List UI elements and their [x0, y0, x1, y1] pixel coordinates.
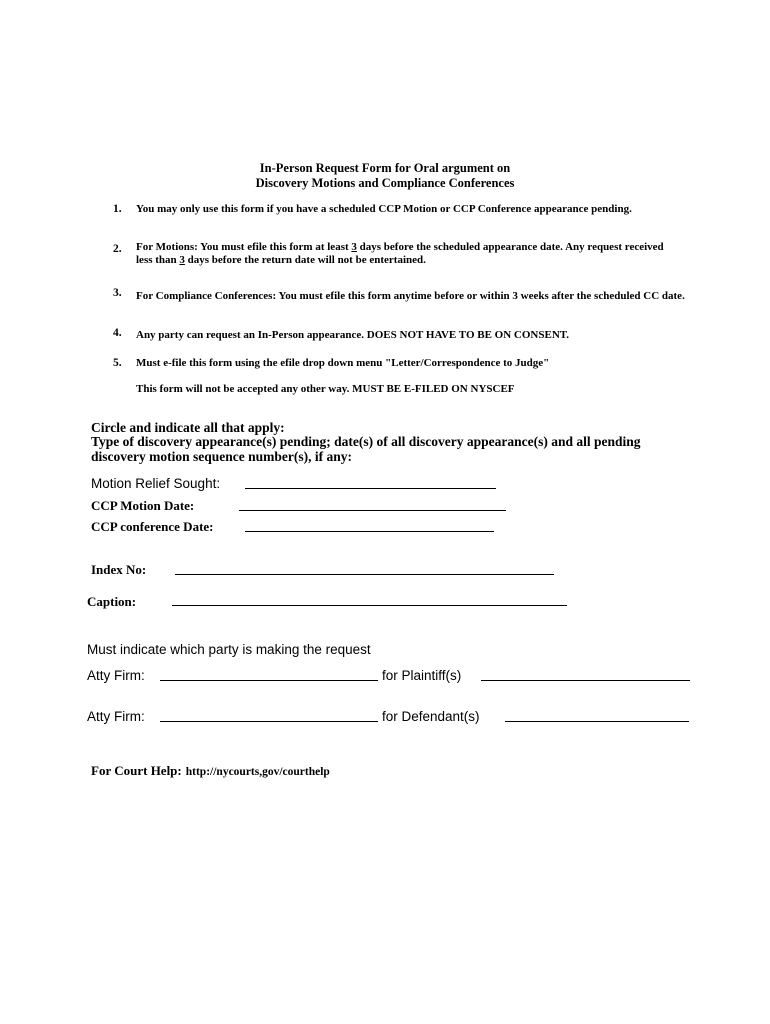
index-no-blank[interactable] [175, 574, 554, 575]
circle-heading: Circle and indicate all that apply: [91, 420, 285, 435]
days-value-1: 3 [351, 241, 357, 253]
circle-instructions: Type of discovery appearance(s) pending; date(s) of all discovery appearance(s) and all pending discovery motion sequence number(s), if any: [91, 434, 641, 464]
motion-relief-label: Motion Relief Sought: [91, 476, 221, 491]
item-3-text: For Compliance Conferences: You must efile this form anytime before or within 3 weeks after the scheduled CC date. [136, 290, 685, 302]
atty-firm-defendant-label: Atty Firm: [87, 709, 145, 724]
ccp-conference-date-label: CCP conference Date: [91, 519, 214, 534]
atty-firm-plaintiff-label: Atty Firm: [87, 668, 145, 683]
days-value-2: 3 [179, 253, 185, 266]
ccp-conference-date-blank[interactable] [245, 531, 494, 532]
for-defendant-label: for Defendant(s) [382, 709, 480, 724]
motion-relief-blank[interactable] [245, 488, 496, 489]
defendant-blank[interactable] [505, 721, 689, 722]
plaintiff-blank[interactable] [481, 680, 690, 681]
item-4-number: 4. [113, 327, 122, 339]
caption-label: Caption: [87, 594, 137, 609]
ccp-motion-date-label: CCP Motion Date: [91, 498, 195, 513]
court-help-link[interactable]: http://nycourts,gov/courthelp [185, 766, 330, 778]
party-heading: Must indicate which party is making the request [87, 642, 371, 657]
caption-blank[interactable] [172, 605, 567, 606]
item-4-text: Any party can request an In-Person appearance. DOES NOT HAVE TO BE ON CONSENT. [136, 329, 570, 341]
court-help [91, 762, 330, 780]
court-help-label: For Court Help: [91, 763, 182, 778]
index-no-label: Index No: [91, 562, 147, 577]
item-2-text: For Motions: You must efile this form at least 3 days before the scheduled appearance date. Any request received less than 3 days before the return date will not be entertained. [136, 241, 664, 266]
atty-firm-plaintiff-blank[interactable] [160, 680, 378, 681]
item-1-number: 1. [113, 203, 122, 215]
atty-firm-defendant-blank[interactable] [160, 721, 378, 722]
form-title-line1: In-Person Request Form for Oral argument on [259, 161, 511, 175]
item-3-number: 3. [113, 287, 122, 299]
ccp-motion-date-blank[interactable] [239, 510, 506, 511]
item-5-text: Must e-file this form using the efile drop down menu "Letter/Correspondence to Judge" [136, 357, 550, 369]
form-title-line2: Discovery Motions and Compliance Conferences [255, 176, 515, 190]
item-2-number: 2. [113, 243, 122, 255]
item-1-text: You may only use this form if you have a scheduled CCP Motion or CCP Conference appearance pending. [136, 203, 632, 215]
item-5-note: This form will not be accepted any other way. MUST BE E-FILED ON NYSCEF [136, 383, 515, 395]
for-plaintiff-label: for Plaintiff(s) [382, 668, 462, 683]
item-5-number: 5. [113, 357, 122, 369]
